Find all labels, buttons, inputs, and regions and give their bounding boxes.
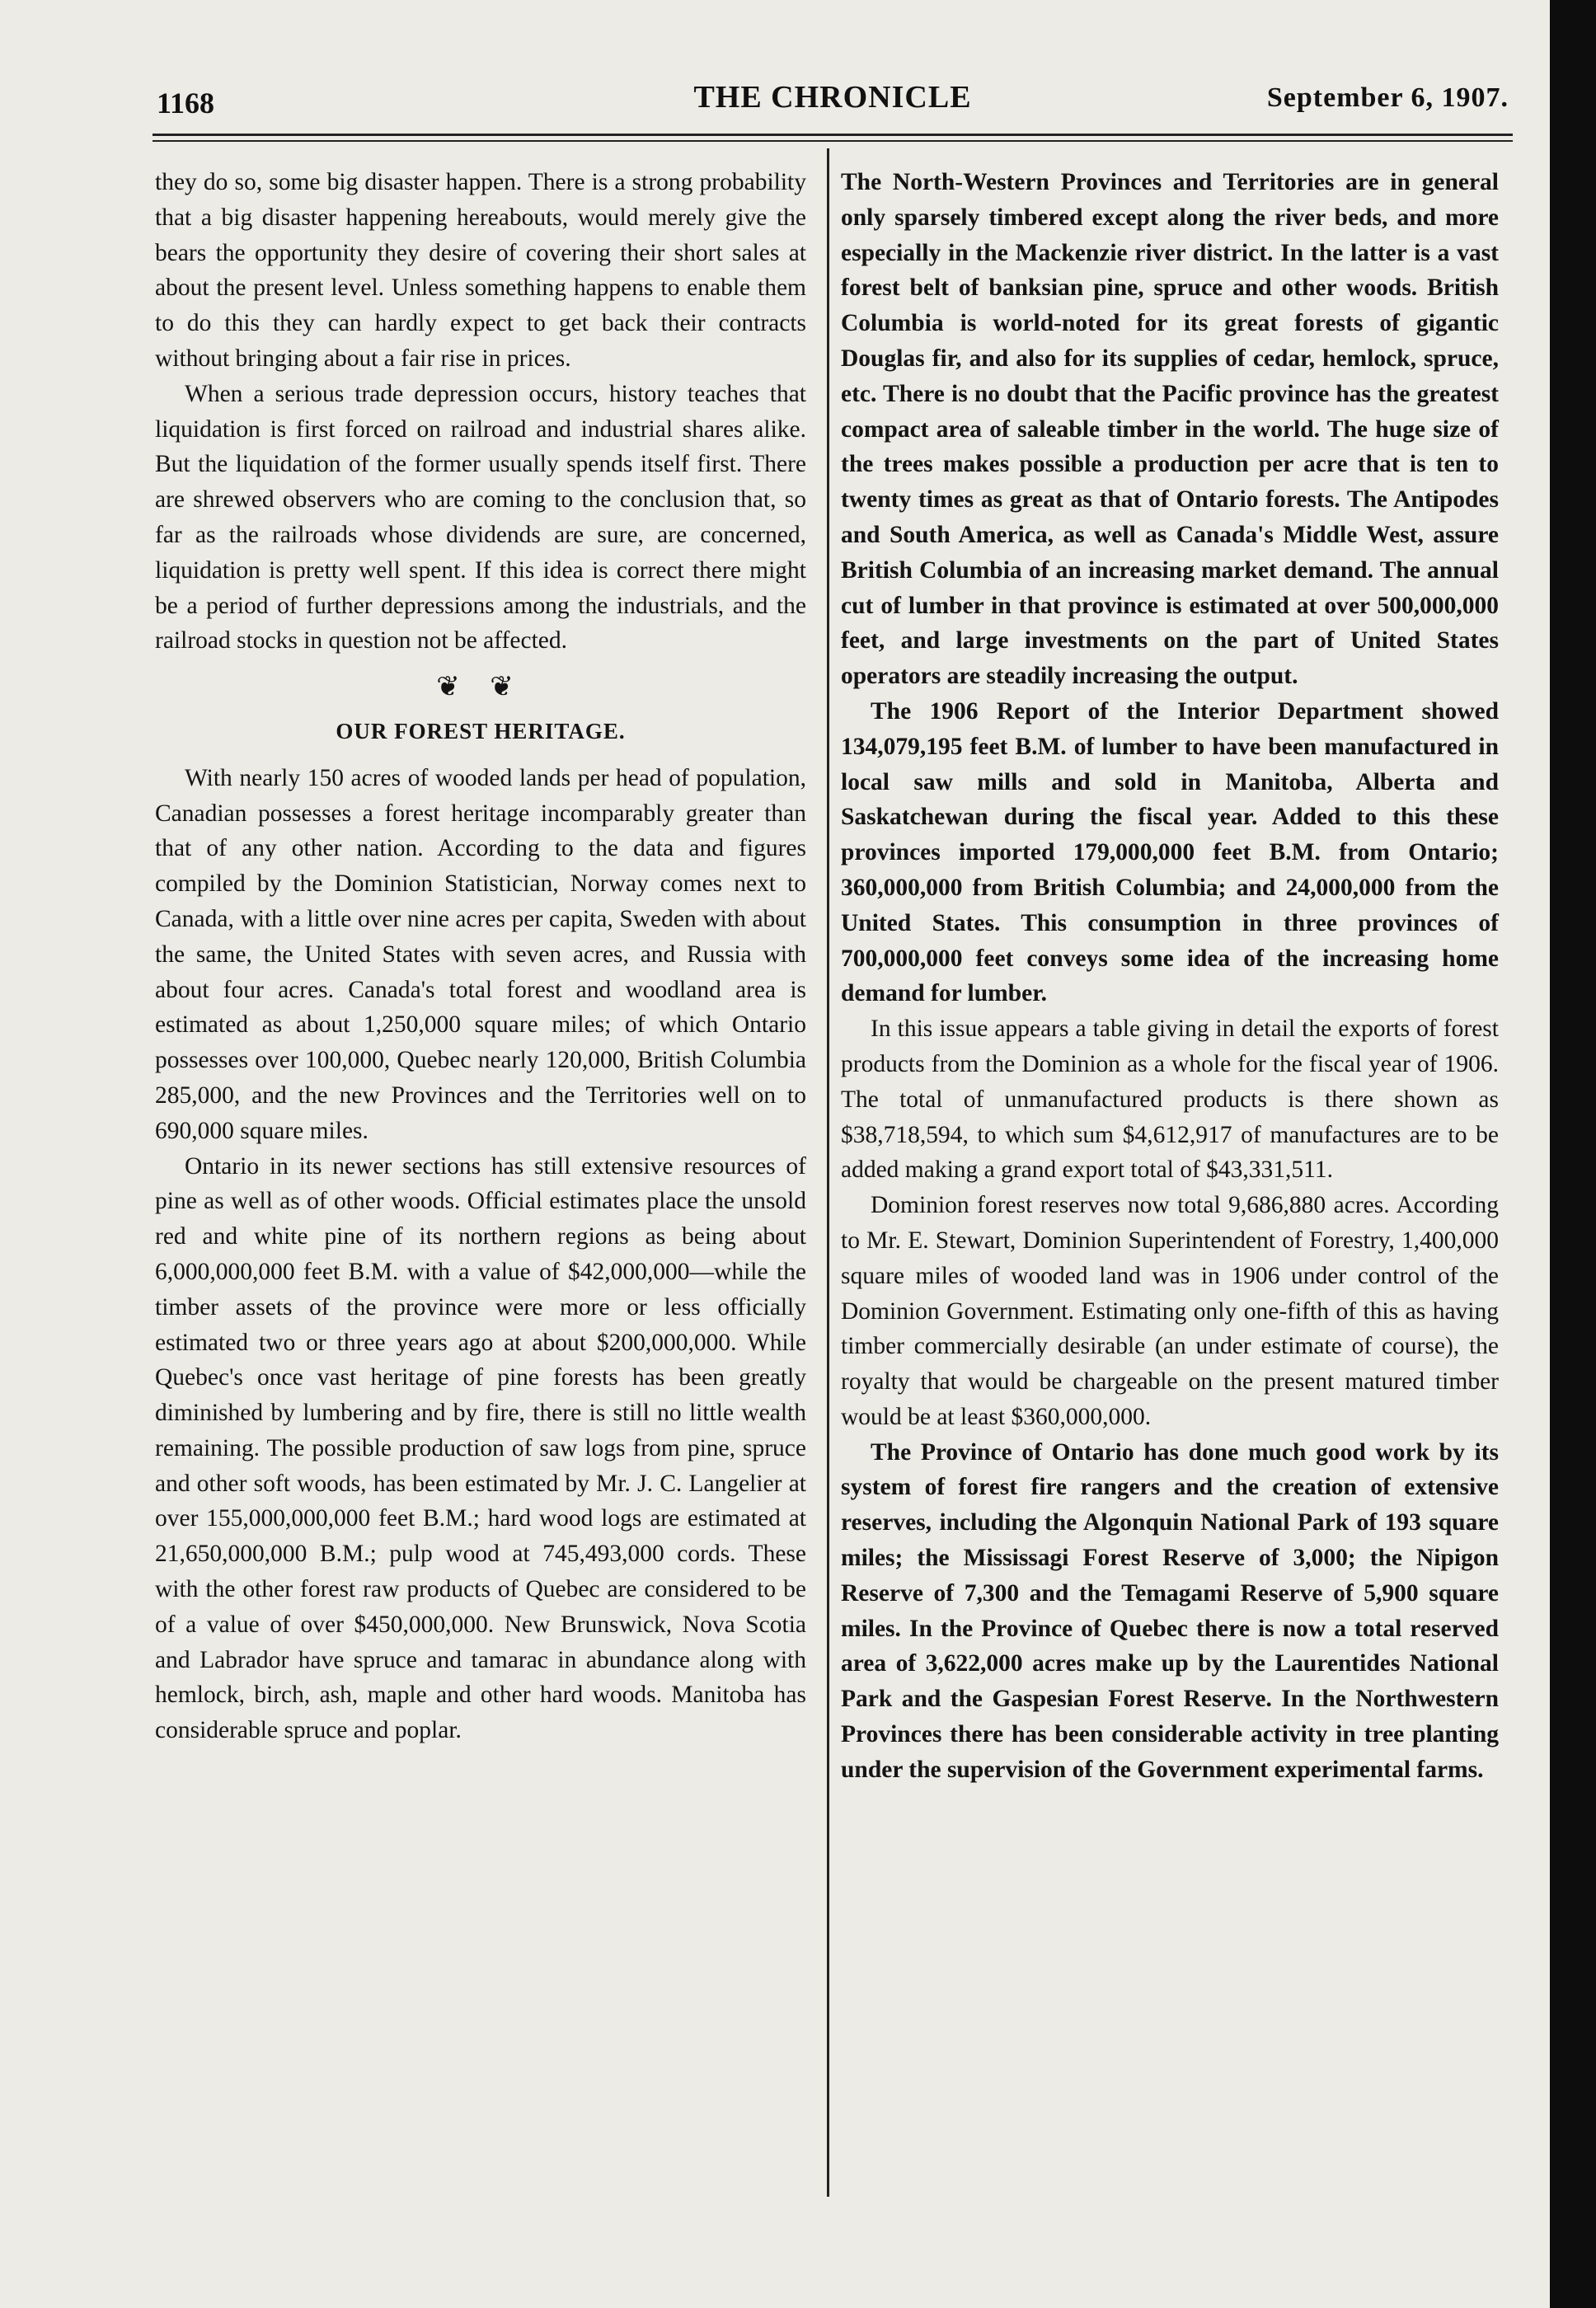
- right-paragraph-3: In this issue appears a table giving in detail the exports of forest products from the Dominion as a whole for the fiscal year of 1906. The total of unmanufactured products is there shown as $38,718,594, to which sum $4,612,917 of manufactures are to be added making a grand export total of $43,331,511.: [841, 1016, 1499, 1184]
- left-column: [155, 165, 806, 1748]
- left-paragraph-1: they do so, some big disaster happen. There is a strong probability that a big disaster happening hereabouts, would merely give the bears the opportunity they desire of covering their short sales at about the present level. Unless something happens to enable them to do this they can hardly expect to get back their contracts without bringing about a fair rise in prices.: [155, 169, 806, 372]
- left-paragraph-4: Ontario in its newer sections has still extensive resources of pine as well as of other woods. Official estimates place the unsold red and white pine of its northern regions as being about 6,000,000,000 feet B.M. with a value of $42,000,000—while the timber assets of the province were more or less officially estimated two or three years ago at about $200,000,000. While Quebec's once vast heritage of pine forests has been greatly diminished by lumbering and by fire, there is still no little wealth remaining. The possible production of saw logs from pine, spruce and other soft woods, has been estimated by Mr. J. C. Langelier at over 155,000,000,000 feet B.M.; hard wood logs are estimated at 21,650,000,000 B.M.; pulp wood at 745,493,000 cords. These with the other forest raw products of Quebec are considered to be of a value of over $450,000,000. New Brunswick, Nova Scotia and Labrador have spruce and tamarac in abundance along with hemlock, birch, ash, maple and other hard woods. Manitoba has considerable spruce and poplar.: [155, 1152, 806, 1744]
- publication-title: THE CHRONICLE: [693, 80, 972, 115]
- page-header: [157, 76, 1509, 125]
- right-column: [841, 165, 1499, 1788]
- right-paragraph-1: The North-Western Provinces and Territories are in general only sparsely timbered except along the river beds, and more especially in the Mackenzie river district. In the latter is a vast forest belt of banksian pine, spruce and other woods. British Columbia is world-noted for its great forests of gigantic Douglas fir, and also for its supplies of cedar, hemlock, spruce, etc. There is no doubt that the Pacific province has the greatest compact area of saleable timber in the world. The huge size of the trees makes possible a production per acre that is ten to twenty times as great as that of Ontario forests. The Antipodes and South America, as well as Canada's Middle West, assure British Columbia of an increasing market demand. The annual cut of lumber in that province is estimated at over 500,000,000 feet, and large investments on the part of United States operators are steadily increasing the output.: [841, 169, 1499, 690]
- section-ornament: ❦ ❦: [436, 672, 525, 703]
- left-paragraph-3: With nearly 150 acres of wooded lands per head of population, Canadian possesses a forest heritage incomparably greater than that of any other nation. According to the data and figures compiled by the Dominion Statistician, Norway comes next to Canada, with a little over nine acres per capita, Sweden with about the same, the United States with seven acres, and Russia with about four acres. Canada's total forest and woodland area is estimated as about 1,250,000 square miles; of which Ontario possesses over 100,000, Quebec nearly 120,000, British Columbia 285,000, and the new Provinces and the Territories well on to 690,000 square miles.: [155, 764, 806, 1144]
- right-paragraph-5: The Province of Ontario has done much good work by its system of forest fire rangers and the creation of extensive reserves, including the Algonquin National Park of 193 square miles; the Mississagi Forest Reserve of 3,000; the Nipigon Reserve of 7,300 and the Temagami Reserve of 5,900 square miles. In the Province of Quebec there is now a total reserved area of 3,622,000 acres make up by the Laurentides National Park and the Gaspesian Forest Reserve. In the Northwestern Provinces there has been considerable activity in tree planting under the supervision of the Government experimental farms.: [841, 1438, 1499, 1783]
- header-rule-bottom: [153, 140, 1513, 142]
- page-number: 1168: [157, 87, 215, 120]
- column-divider: [827, 148, 829, 2197]
- header-rule-top: [153, 134, 1513, 136]
- section-heading: OUR FOREST HERITAGE.: [336, 718, 626, 744]
- right-paragraph-2: The 1906 Report of the Interior Department showed 134,079,195 feet B.M. of lumber to have been manufactured in local saw mills and sold in Manitoba, Alberta and Saskatchewan during the fiscal year. Added to this these provinces imported 179,000,000 feet B.M. from Ontario; 360,000,000 from British Columbia; and 24,000,000 from the United States. This consumption in three provinces of 700,000,000 feet conveys some idea of the increasing home demand for lumber.: [841, 697, 1499, 1007]
- left-paragraph-2: When a serious trade depression occurs, history teaches that liquidation is first forced on railroad and industrial shares alike. But the liquidation of the former usually spends itself first. There are shrewed observers who are coming to the conclusion that, so far as the railroads whose dividends are sure, are concerned, liquidation is pretty well spent. If this idea is correct there might be a period of further depressions among the industrials, and the railroad stocks in question not be affected.: [155, 380, 806, 654]
- scan-edge-shadow: [1550, 0, 1596, 2308]
- issue-date: September 6, 1907.: [1266, 82, 1509, 113]
- right-paragraph-4: Dominion forest reserves now total 9,686,880 acres. According to Mr. E. Stewart, Dominion Superintendent of Forestry, 1,400,000 square miles of wooded land was in 1906 under control of the Dominion Government. Estimating only one-fifth of this as having timber commercially desirable (an under estimate of course), the royalty that would be chargeable on the present matured timber would be at least $360,000,000.: [841, 1192, 1499, 1430]
